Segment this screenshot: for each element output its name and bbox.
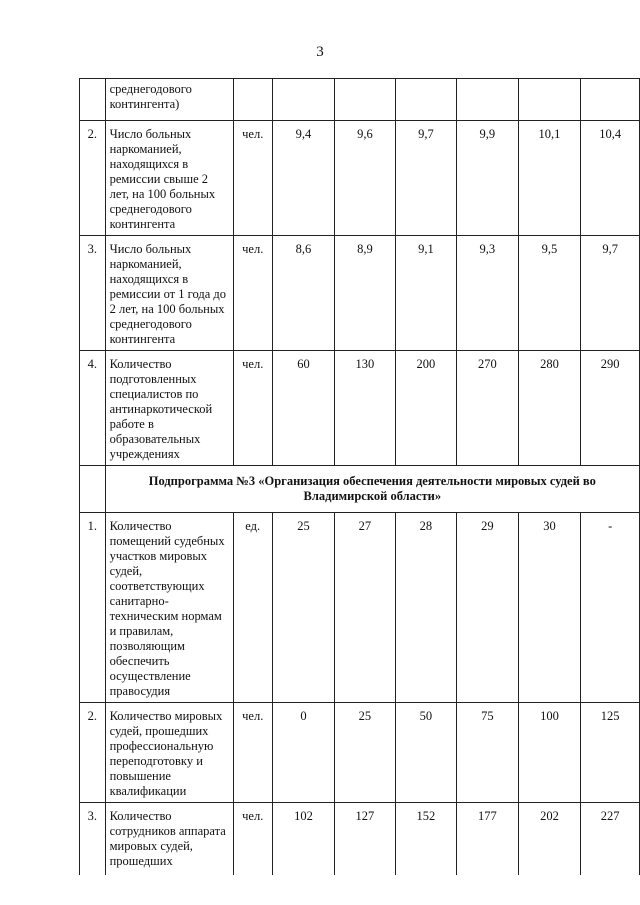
row-value: [518, 79, 581, 121]
row-value: 102: [272, 803, 334, 875]
row-value: [395, 79, 456, 121]
page-number: 3: [316, 44, 324, 60]
row-value: 125: [581, 703, 640, 803]
table-row: [80, 803, 640, 875]
row-value: 9,7: [581, 236, 640, 351]
row-value: 75: [457, 703, 518, 803]
section-title: Подпрограмма №3 «Организация обеспечения деятельности мировых судей во Владимирской области»: [105, 466, 639, 513]
row-value: 25: [272, 513, 334, 703]
row-number: [80, 466, 106, 513]
row-number: 2.: [80, 121, 106, 236]
row-number: 3.: [80, 236, 106, 351]
row-description: Количество сотрудников аппарата мировых судей, прошедших: [105, 803, 233, 875]
row-unit: чел.: [233, 236, 272, 351]
row-number: [80, 79, 106, 121]
row-value: 8,6: [272, 236, 334, 351]
row-number: 4.: [80, 351, 106, 466]
row-value: 25: [335, 703, 396, 803]
indicators-table: [79, 78, 640, 875]
table-row: [80, 236, 640, 351]
table-row: [80, 513, 640, 703]
row-description: среднегодового контингента): [105, 79, 233, 121]
row-value: 280: [518, 351, 581, 466]
row-value: [581, 79, 640, 121]
row-value: 50: [395, 703, 456, 803]
row-value: 270: [457, 351, 518, 466]
row-value: 100: [518, 703, 581, 803]
table-row: [80, 703, 640, 803]
row-value: 202: [518, 803, 581, 875]
row-unit: чел.: [233, 803, 272, 875]
row-value: 9,7: [395, 121, 456, 236]
row-unit: ед.: [233, 513, 272, 703]
row-value: 8,9: [335, 236, 396, 351]
row-number: 3.: [80, 803, 106, 875]
row-description: Число больных наркоманией, находящихся в ремиссии от 1 года до 2 лет, на 100 больных среднегодового контингента: [105, 236, 233, 351]
row-value: 9,9: [457, 121, 518, 236]
row-unit: чел.: [233, 121, 272, 236]
row-value: 227: [581, 803, 640, 875]
row-value: 9,5: [518, 236, 581, 351]
row-value: 29: [457, 513, 518, 703]
row-description: Число больных наркоманией, находящихся в ремиссии свыше 2 лет, на 100 больных среднегодового контингента: [105, 121, 233, 236]
row-description: Количество мировых судей, прошедших профессиональную переподготовку и повышение квалификации: [105, 703, 233, 803]
row-value: 130: [335, 351, 396, 466]
row-value: 10,1: [518, 121, 581, 236]
table-row: [80, 79, 640, 121]
row-number: 1.: [80, 513, 106, 703]
row-value: 28: [395, 513, 456, 703]
row-value: 0: [272, 703, 334, 803]
row-description: Количество помещений судебных участков мировых судей, соответствующих санитарно-техническим нормам и правилам, позволяющим обеспечить осуществление правосудия: [105, 513, 233, 703]
row-value: 60: [272, 351, 334, 466]
row-value: [457, 79, 518, 121]
row-number: 2.: [80, 703, 106, 803]
row-value: 290: [581, 351, 640, 466]
row-unit: [233, 79, 272, 121]
row-value: 9,4: [272, 121, 334, 236]
row-description: Количество подготовленных специалистов по антинаркотической работе в образовательных учреждениях: [105, 351, 233, 466]
row-value: 177: [457, 803, 518, 875]
table-row: [80, 351, 640, 466]
section-row: [80, 466, 640, 513]
row-value: 152: [395, 803, 456, 875]
row-unit: чел.: [233, 703, 272, 803]
row-value: 9,1: [395, 236, 456, 351]
row-value: -: [581, 513, 640, 703]
row-value: 9,3: [457, 236, 518, 351]
row-unit: чел.: [233, 351, 272, 466]
row-value: 27: [335, 513, 396, 703]
table-row: [80, 121, 640, 236]
row-value: [335, 79, 396, 121]
row-value: 127: [335, 803, 396, 875]
row-value: 30: [518, 513, 581, 703]
row-value: 10,4: [581, 121, 640, 236]
row-value: 9,6: [335, 121, 396, 236]
row-value: [272, 79, 334, 121]
row-value: 200: [395, 351, 456, 466]
